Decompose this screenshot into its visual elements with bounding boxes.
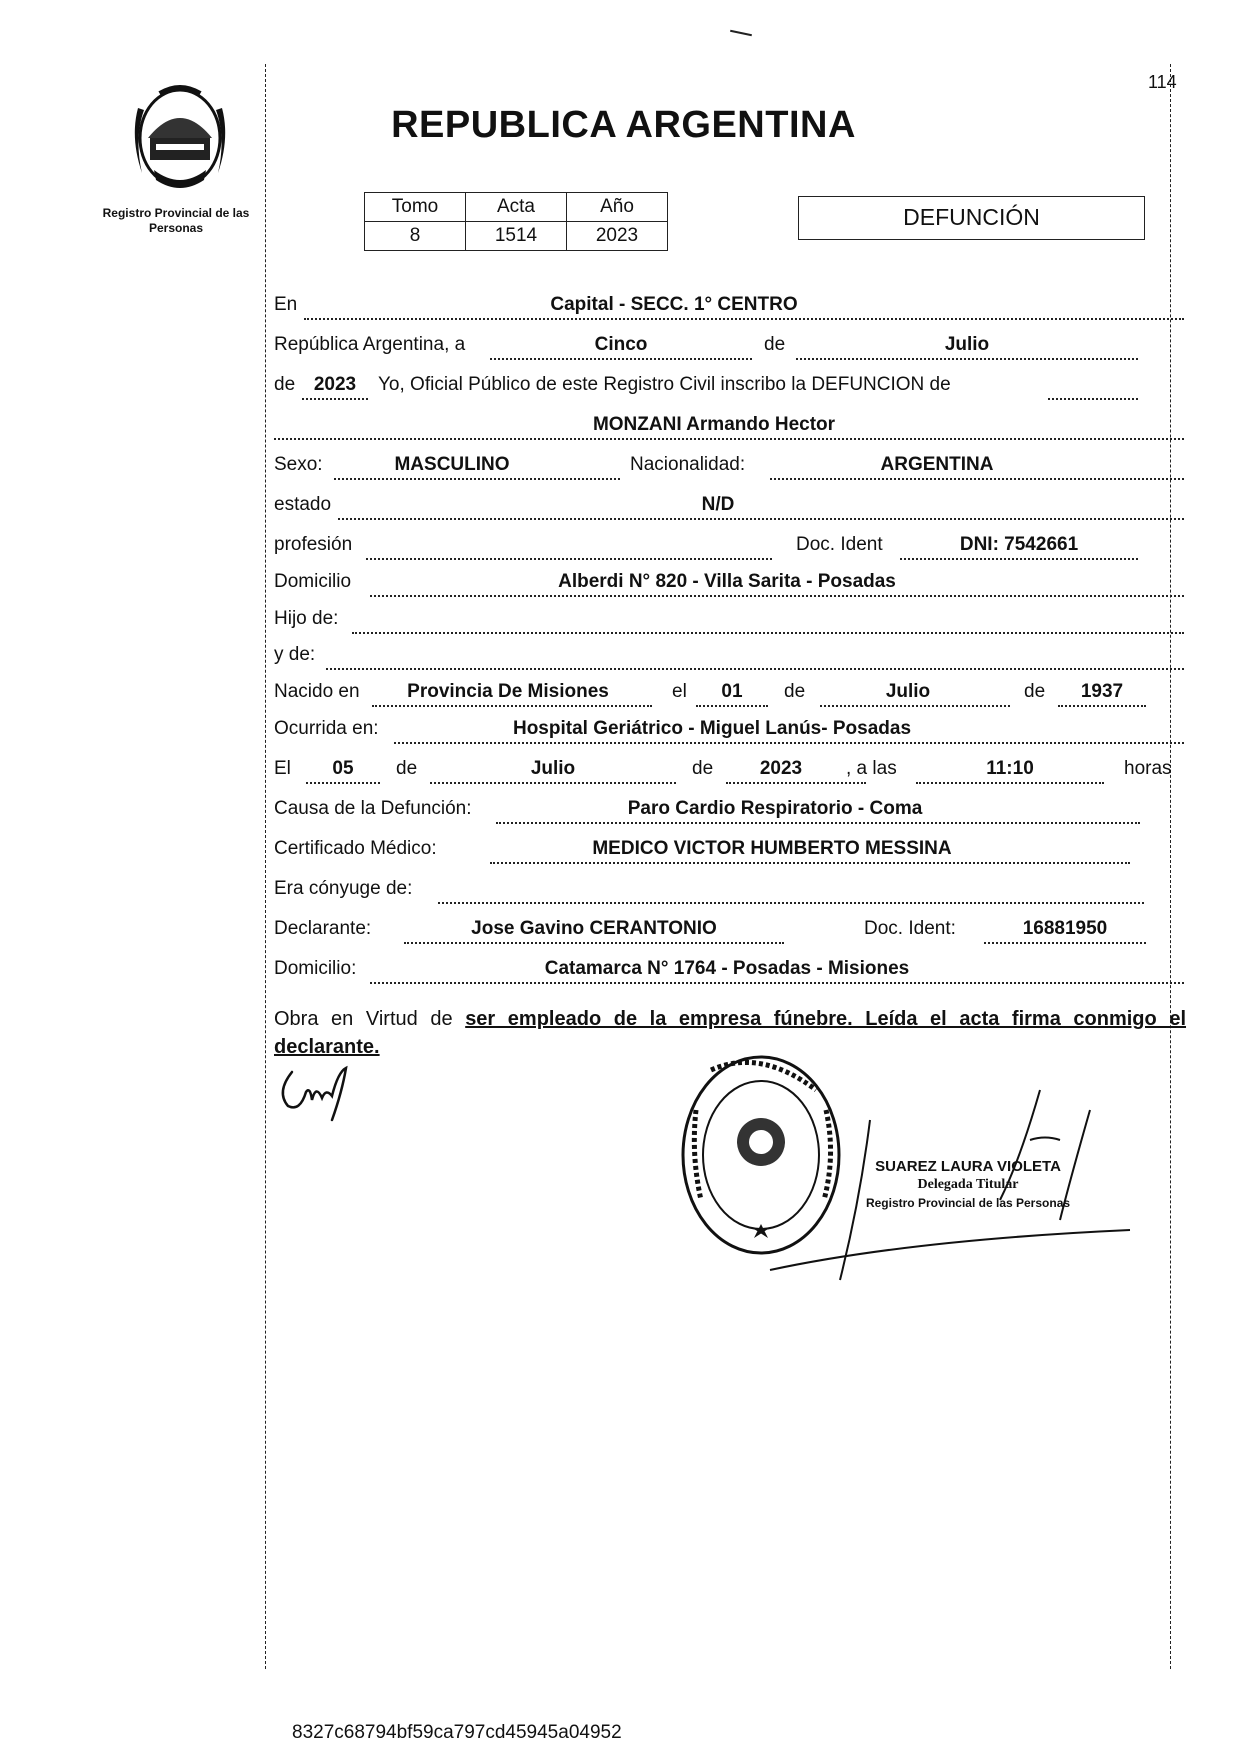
obra-text: ser empleado de la empresa fúnebre. Leída el acta firma conmigo el declarante. bbox=[274, 1008, 1187, 1058]
year-value: 2023 bbox=[313, 374, 357, 395]
causa-label: Causa de la Defunción: bbox=[274, 798, 472, 819]
nacido-anio-value: 1937 bbox=[1080, 681, 1124, 702]
row-fecha-defuncion bbox=[274, 754, 1184, 784]
row-domicilio-declarante bbox=[274, 954, 1184, 984]
def-mes-value: Julio bbox=[530, 758, 576, 779]
obra-label: Obra en Virtud de bbox=[274, 1008, 453, 1030]
causa-value: Paro Cardio Respiratorio - Coma bbox=[627, 798, 923, 819]
row-profesion bbox=[274, 530, 1184, 560]
official-signature-block bbox=[848, 1158, 1088, 1212]
reference-table bbox=[364, 192, 668, 251]
month-value: Julio bbox=[944, 334, 990, 355]
row-causa bbox=[274, 794, 1184, 824]
row-certificado bbox=[274, 834, 1184, 864]
de-label: de bbox=[764, 334, 786, 355]
en-label: En bbox=[274, 294, 298, 315]
row-hijo bbox=[274, 604, 1184, 634]
row-estado bbox=[274, 490, 1184, 520]
def-anio-value: 2023 bbox=[759, 758, 803, 779]
ocurrida-label: Ocurrida en: bbox=[274, 718, 379, 739]
page-number: 114 bbox=[1148, 72, 1177, 92]
nacido-mes-value: Julio bbox=[885, 681, 931, 702]
doc-ident2-label: Doc. Ident: bbox=[864, 918, 956, 939]
official-registry: Registro Provincial de las Personas bbox=[865, 1196, 1071, 1210]
document-hash: 8327c68794bf59ca797cd45945a04952 bbox=[292, 1722, 622, 1743]
declarant-signature bbox=[272, 1062, 372, 1124]
nacido-de2-label: de bbox=[1024, 681, 1046, 702]
yde-label: y de: bbox=[274, 644, 316, 665]
row-nacido bbox=[274, 677, 1184, 707]
registry-name: Registro Provincial de las Personas bbox=[102, 206, 250, 235]
scan-mark bbox=[730, 30, 752, 37]
declarante-value: Jose Gavino CERANTONIO bbox=[471, 918, 717, 939]
row-domicilio bbox=[274, 567, 1184, 597]
ocurrida-lugar-value: Hospital Geriátrico - Miguel Lanús- Posadas bbox=[512, 718, 912, 739]
declarante-domicilio-value: Catamarca N° 1764 - Posadas - Misiones bbox=[544, 958, 910, 979]
nacido-dia-value: 01 bbox=[721, 681, 743, 702]
alas-label: , a las bbox=[846, 758, 897, 779]
day-word-value: Cinco bbox=[594, 334, 648, 355]
certificado-label: Certificado Médico: bbox=[274, 838, 437, 859]
nacido-lugar-value: Provincia De Misiones bbox=[407, 681, 609, 702]
republica-label: República Argentina, a bbox=[274, 334, 466, 355]
inscribe-text: Yo, Oficial Público de este Registro Civil inscribo la DEFUNCION de bbox=[378, 374, 951, 395]
nacido-de1-label: de bbox=[784, 681, 806, 702]
horas-label: horas bbox=[1124, 758, 1172, 779]
sexo-value: MASCULINO bbox=[394, 454, 510, 475]
def-de2-label: de bbox=[692, 758, 714, 779]
domicilio-label: Domicilio bbox=[274, 571, 352, 592]
nacionalidad-value: ARGENTINA bbox=[880, 454, 994, 475]
row-ocurrida bbox=[274, 714, 1184, 744]
declarante-label: Declarante: bbox=[274, 918, 372, 939]
place-value: Capital - SECC. 1° CENTRO bbox=[550, 294, 798, 315]
hijo-label: Hijo de: bbox=[274, 608, 339, 629]
row-inscribe bbox=[274, 370, 1184, 400]
de-year-label: de bbox=[274, 374, 296, 395]
official-position: Delegada Titular bbox=[917, 1177, 1019, 1192]
certificado-value: MEDICO VICTOR HUMBERTO MESSINA bbox=[592, 838, 952, 859]
def-dia-value: 05 bbox=[332, 758, 354, 779]
official-name: SUAREZ LAURA VIOLETA bbox=[875, 1158, 1061, 1175]
row-deceased-name bbox=[274, 410, 1184, 440]
row-conyuge bbox=[274, 874, 1184, 904]
nacionalidad-label: Nacionalidad: bbox=[630, 454, 746, 475]
nacido-label: Nacido en bbox=[274, 681, 360, 702]
def-de1-label: de bbox=[396, 758, 418, 779]
row-yde bbox=[274, 640, 1184, 670]
tomo-header: Tomo bbox=[365, 193, 466, 222]
acta-header: Acta bbox=[466, 193, 567, 222]
sexo-label: Sexo: bbox=[274, 454, 323, 475]
dni-value: DNI: 7542661 bbox=[959, 534, 1079, 555]
el-label: el bbox=[672, 681, 687, 702]
row-date bbox=[274, 330, 1184, 360]
anio-value: 2023 bbox=[567, 222, 668, 251]
hora-value: 11:10 bbox=[986, 758, 1034, 779]
deceased-name-value: MONZANI Armando Hector bbox=[592, 414, 836, 435]
conyuge-label: Era cónyuge de: bbox=[274, 878, 413, 899]
act-type-box: DEFUNCIÓN bbox=[798, 196, 1145, 240]
profesion-label: profesión bbox=[274, 534, 353, 555]
anio-header: Año bbox=[567, 193, 668, 222]
acta-value: 1514 bbox=[466, 222, 567, 251]
tomo-value: 8 bbox=[365, 222, 466, 251]
domicilio2-label: Domicilio: bbox=[274, 958, 357, 979]
el2-label: El bbox=[274, 758, 291, 779]
document-title: REPUBLICA ARGENTINA bbox=[391, 104, 856, 146]
doc-ident-label: Doc. Ident bbox=[796, 534, 883, 555]
row-sexo bbox=[274, 450, 1184, 480]
row-place bbox=[274, 290, 1184, 320]
left-margin-line bbox=[265, 64, 266, 1669]
estado-value: N/D bbox=[701, 494, 735, 515]
domicilio-value: Alberdi N° 820 - Villa Sarita - Posadas bbox=[558, 571, 896, 592]
row-declarante bbox=[274, 914, 1184, 944]
estado-label: estado bbox=[274, 494, 332, 515]
declarante-doc-value: 16881950 bbox=[1022, 918, 1108, 939]
